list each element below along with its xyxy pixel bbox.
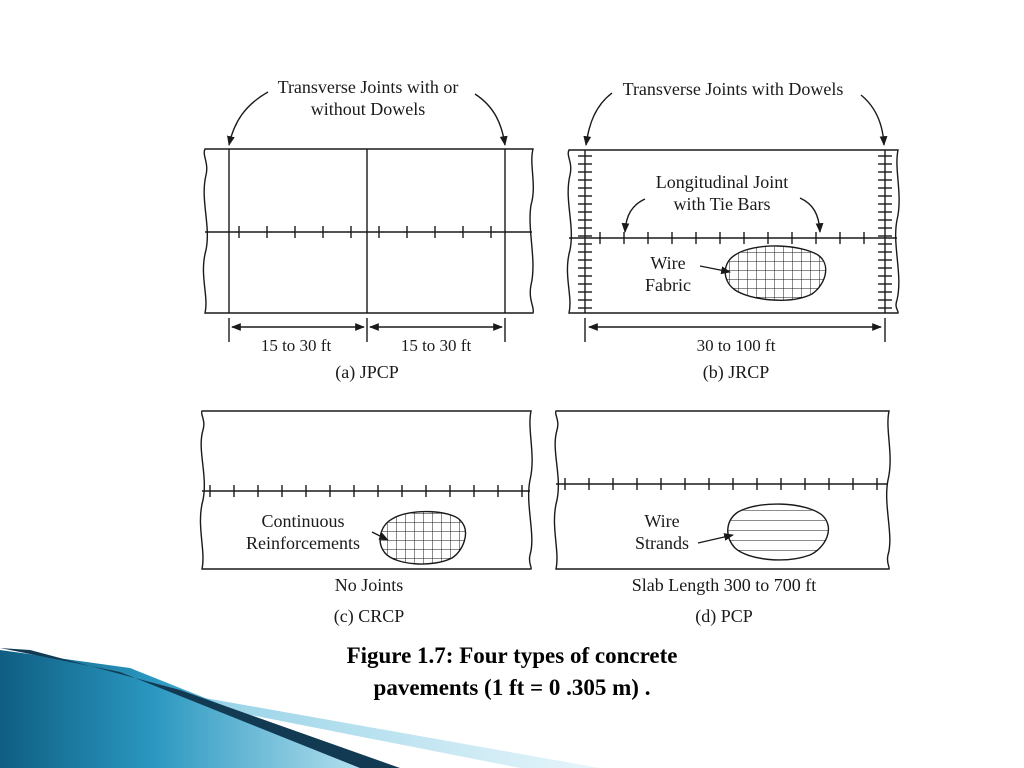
crcp-note: No Joints [334, 575, 404, 595]
jrcp-wire-fabric [725, 246, 825, 300]
jrcp-longitudinal-label-2: with Tie Bars [673, 194, 771, 214]
pcp-slab-outline [554, 411, 890, 569]
jrcp-longitudinal-label-1: Longitudinal Joint [655, 172, 789, 192]
crcp-title: (c) CRCP [333, 606, 405, 626]
crcp-reinf-label-2: Reinforcements [246, 533, 360, 553]
jpcp-title: (a) JPCP [335, 362, 399, 382]
pcp-title: (d) PCP [695, 606, 753, 626]
caption-line-2: pavements (1 ft = 0 .305 m) . [373, 675, 651, 700]
panel-jpcp [203, 92, 533, 342]
jrcp-title: (b) JRCP [702, 362, 770, 382]
jrcp-arrow-left [586, 93, 612, 145]
jpcp-arrow-left [229, 92, 268, 145]
jrcp-lj-arrow-right [800, 198, 820, 232]
pcp-strand-leader [698, 535, 733, 543]
jpcp-slab-outline [203, 149, 533, 313]
pcp-strand-label-1: Wire [644, 511, 680, 531]
panel-pcp [554, 411, 890, 569]
jpcp-top-label-1: Transverse Joints with or [277, 77, 459, 97]
pcp-note: Slab Length 300 to 700 ft [631, 575, 817, 595]
pcp-wire-strands [728, 504, 829, 560]
panel-jrcp [567, 93, 899, 342]
jrcp-fabric-label-1: Wire [650, 253, 686, 273]
jrcp-dim: 30 to 100 ft [696, 336, 776, 355]
jpcp-arrow-right [475, 94, 505, 145]
crcp-reinforcement [380, 512, 465, 564]
jrcp-top-label: Transverse Joints with Dowels [622, 79, 844, 99]
pcp-strand-label-2: Strands [635, 533, 689, 553]
jrcp-fabric-label-2: Fabric [645, 275, 691, 295]
jrcp-arrow-right [861, 95, 884, 145]
figure-caption [262, 640, 762, 704]
jrcp-lj-arrow-left [625, 199, 645, 232]
jpcp-dim-left: 15 to 30 ft [260, 336, 332, 355]
caption-line-1: Figure 1.7: Four types of concrete [346, 643, 678, 668]
jpcp-dim-right: 15 to 30 ft [400, 336, 472, 355]
crcp-reinf-label-1: Continuous [261, 511, 345, 531]
jpcp-top-label-2: without Dowels [310, 99, 426, 119]
